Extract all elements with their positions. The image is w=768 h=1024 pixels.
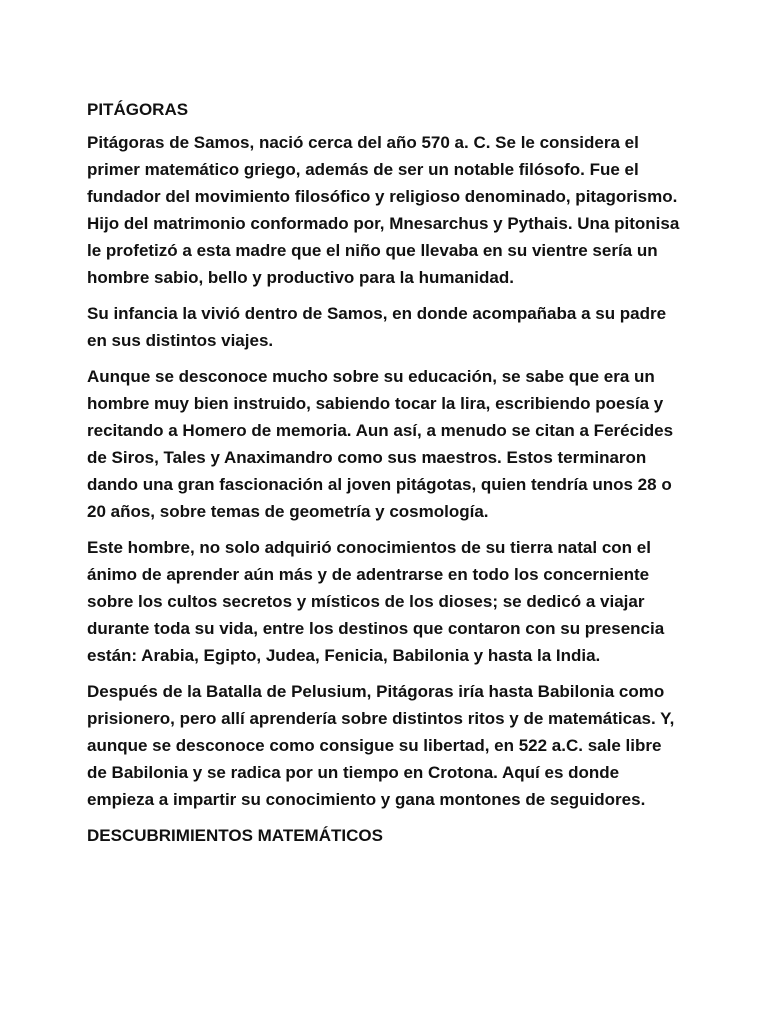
paragraph-education: Aunque se desconoce mucho sobre su educación, se sabe que era un hombre muy bien instruido, sabiendo tocar la lira, escribiendo poesía y recitando a Homero de memoria. Aun así, a menudo se citan a Ferécides de Siros, Tales y Anaximandro como sus maestros. Estos terminaron dando una gran fascionación al joven pitágotas, quien tendría unos 28 o 20 años, sobre temas de geometría y cosmología. bbox=[87, 367, 674, 521]
paragraph-childhood: Su infancia la vivió dentro de Samos, en donde acompañaba a su padre en sus distintos viajes. bbox=[87, 304, 667, 350]
document-title: PITÁGORAS bbox=[87, 100, 189, 119]
paragraph-travels: Este hombre, no solo adquirió conocimientos de su tierra natal con el ánimo de aprender aún más y de adentrarse en todo los concerniente sobre los cultos secretos y místicos de los dioses; se dedicó a viajar durante toda su vida, entre los destinos que contaron con su presencia están: Arabia, Egipto, Judea, Fenicia, Babilonia y hasta la India. bbox=[87, 538, 665, 665]
document-page bbox=[87, 96, 683, 849]
paragraph-babylon: Después de la Batalla de Pelusium, Pitágoras iría hasta Babilonia como prisionero, pero allí aprendería sobre distintos ritos y de matemáticas. Y, aunque se desconoce como consigue su libertad, en 522 a.C. sale libre de Babilonia y se radica por un tiempo en Crotona. Aquí es donde empieza a impartir su conocimiento y gana montones de seguidores. bbox=[87, 682, 675, 809]
paragraph-birth: Pitágoras de Samos, nació cerca del año 570 a. C. Se le considera el primer matemático griego, además de ser un notable filósofo. Fue el fundador del movimiento filosófico y religioso denominado, pitagorismo. Hijo del matrimonio conformado por, Mnesarchus y Pythais. Una pitonisa le profetizó a esta madre que el niño que llevaba en su vientre sería un hombre sabio, bello y productivo para la humanidad. bbox=[87, 133, 680, 287]
section-heading: DESCUBRIMIENTOS MATEMÁTICOS bbox=[87, 826, 383, 845]
